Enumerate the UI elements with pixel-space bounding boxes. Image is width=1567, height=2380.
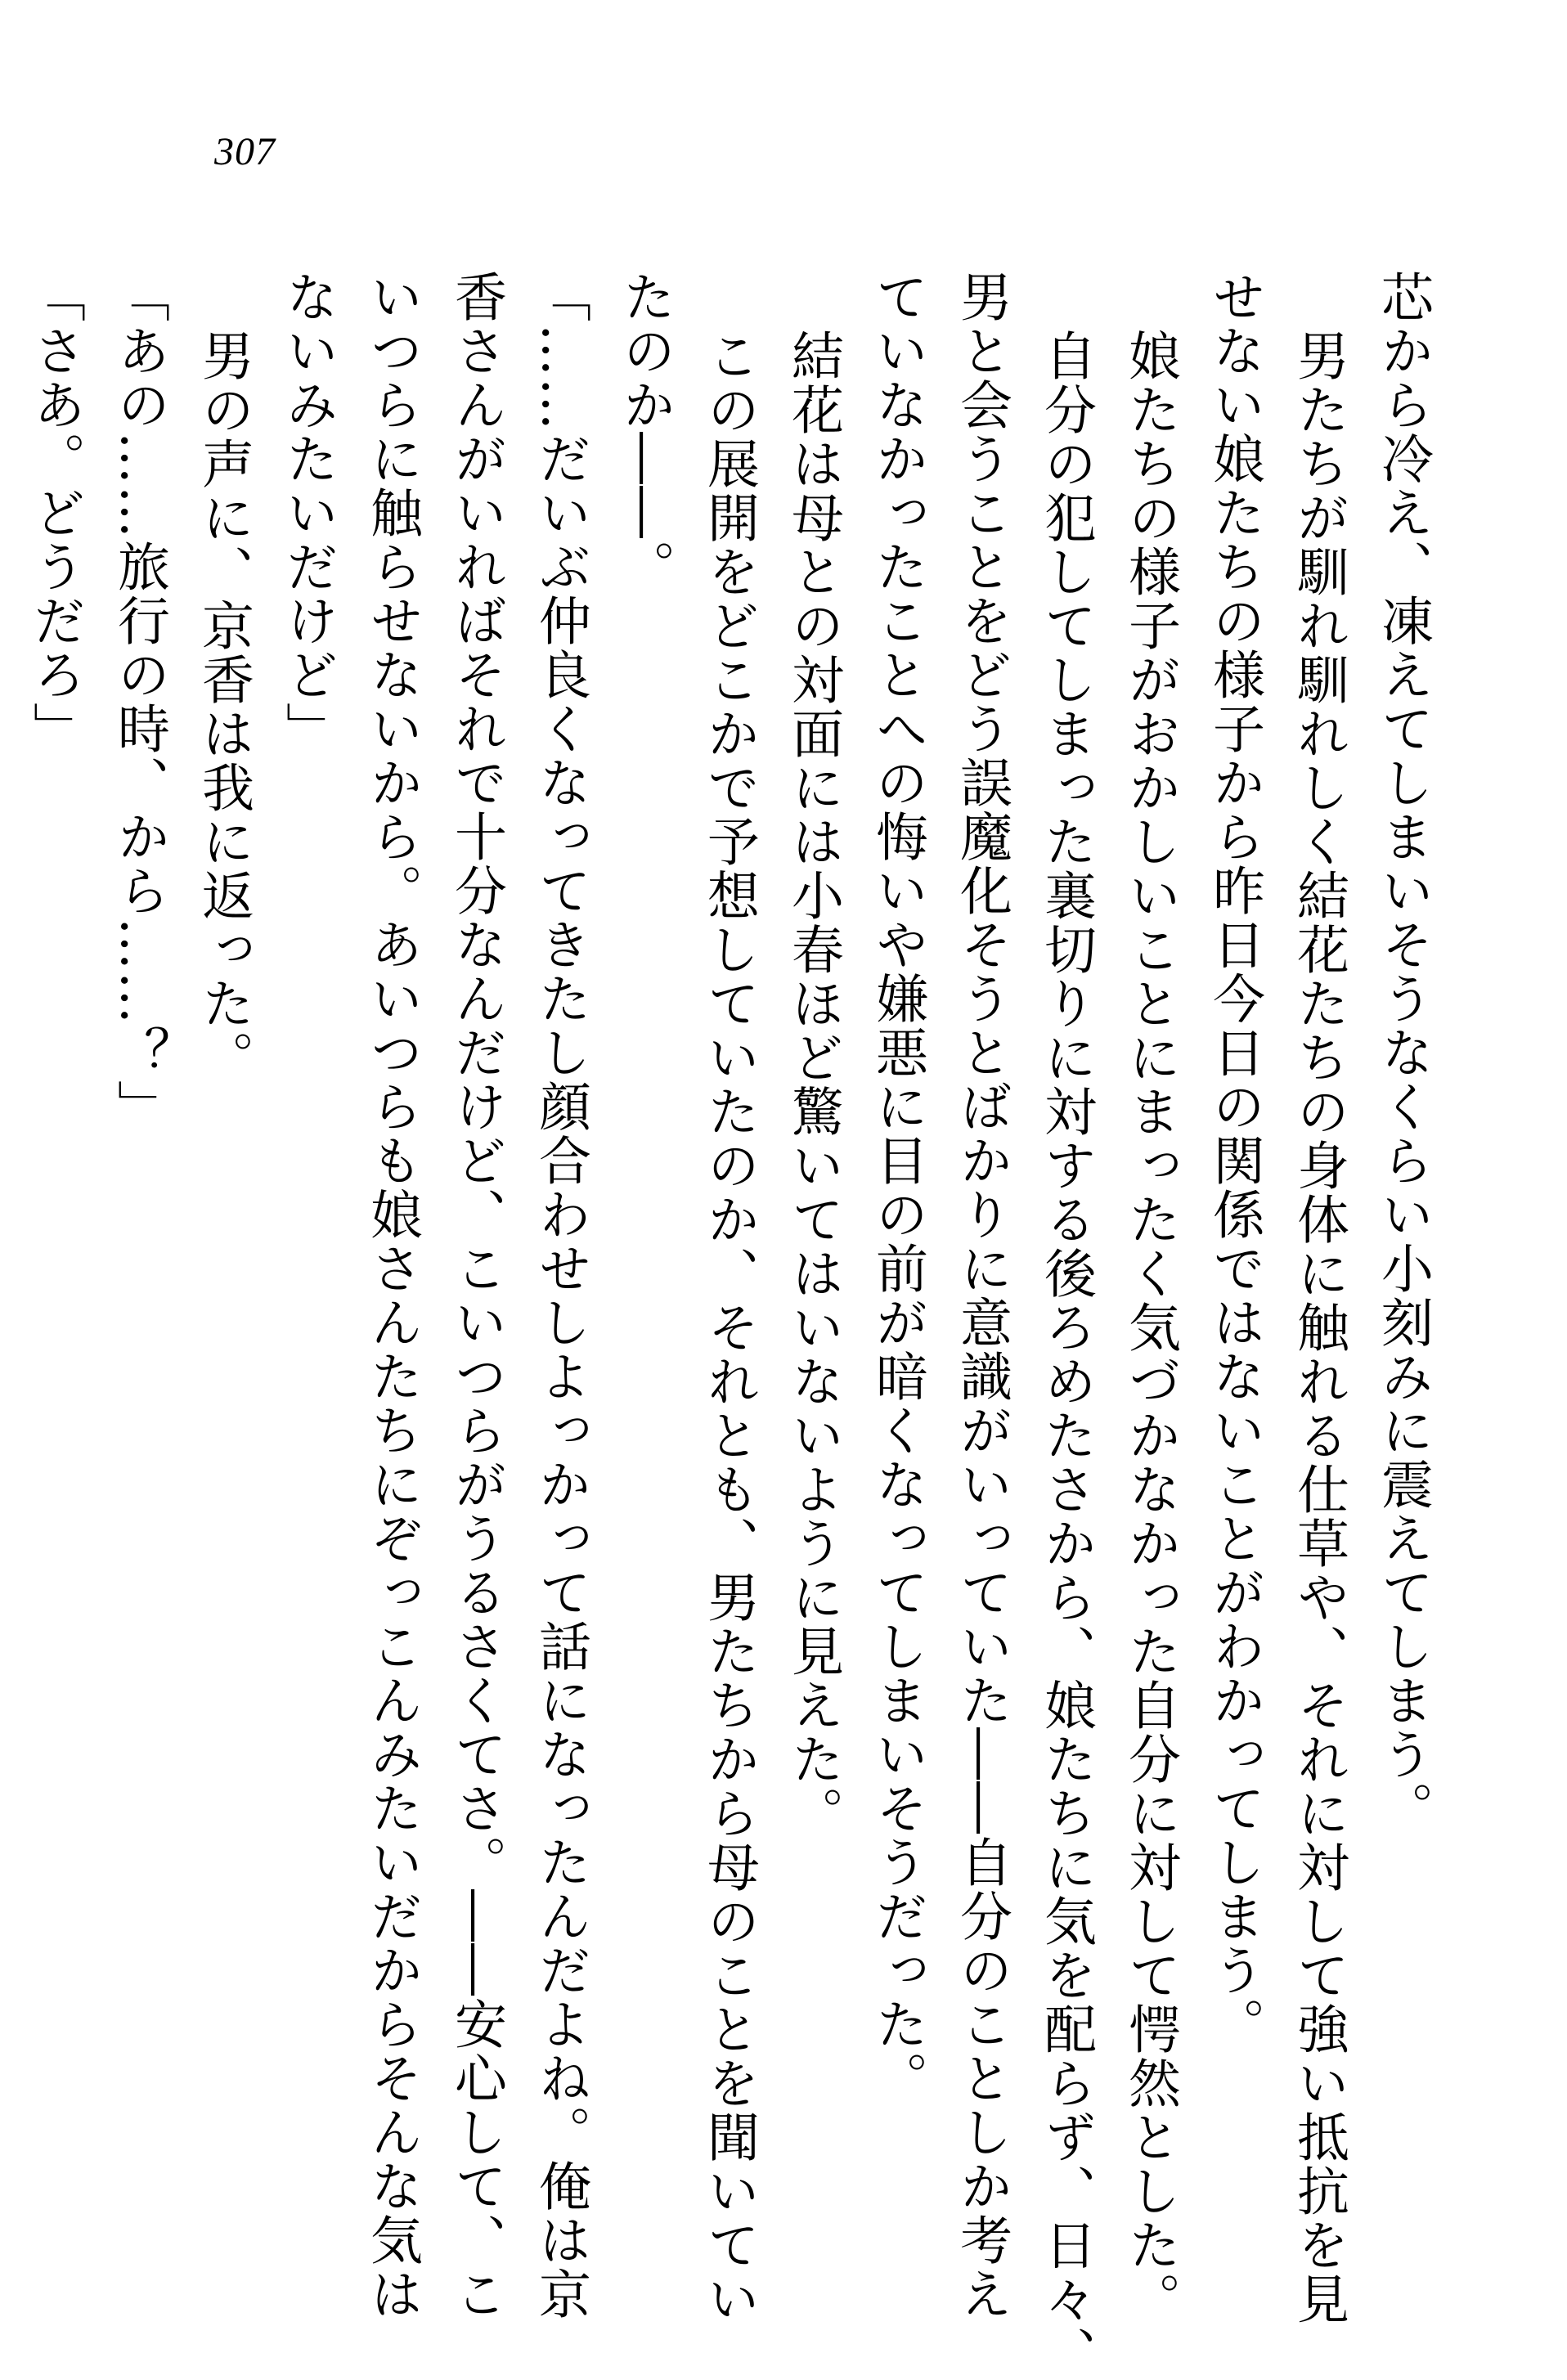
- text-line: ていなかったことへの悔いや嫌悪に目の前が暗くなってしまいそうだった。: [867, 270, 927, 2105]
- page-number: 307: [214, 130, 276, 173]
- text-line: 結花は母との対面には小春ほど驚いてはいないように見えた。: [783, 329, 843, 1840]
- text-line: 男たちが馴れ馴れしく結花たちの身体に触れる仕草や、それに対して強い抵抗を見: [1288, 329, 1349, 2326]
- text-line: 娘たちの様子がおかしいことにまったく気づかなかった自分に対して愕然とした。: [1120, 329, 1180, 2326]
- text-line: 自分の犯してしまった裏切りに対する後ろめたさから、娘たちに気を配らず、日々、: [1035, 329, 1096, 2380]
- dialogue-line: 「……だいぶ仲良くなってきたし顔合わせしよっかって話になったんだよね。俺は京: [530, 270, 590, 2321]
- dialogue-line: 香さんがいればそれで十分なんだけど、こいつらがうるさくてさ。――安心して、こ: [446, 270, 506, 2321]
- dialogue-line: いつらに触らせないから。あいつらも娘さんたちにぞっこんみたいだからそんな気は: [361, 270, 422, 2321]
- text-line: 芯から冷え、凍えてしまいそうなくらい小刻みに震えてしまう。: [1372, 270, 1433, 1835]
- vertical-text-body: [25, 270, 1444, 2380]
- text-line: たのか――。: [614, 270, 675, 594]
- text-line: せない娘たちの様子から昨日今日の関係ではないことがわかってしまう。: [1204, 270, 1264, 2051]
- text-line: 男の声に、京香は我に返った。: [193, 329, 254, 1084]
- dialogue-line: 「さあ。どうだろ」: [25, 270, 85, 756]
- dialogue-line: 「あの……旅行の時、から……？」: [109, 270, 169, 1134]
- text-line: 男と会うことをどう誤魔化そうとばかりに意識がいっていた――自分のことしか考え: [951, 270, 1012, 2321]
- text-line: この展開をどこかで予想していたのか、それとも、男たちから母のことを聞いてい: [698, 329, 759, 2326]
- dialogue-line: ないみたいだけど」: [277, 270, 338, 756]
